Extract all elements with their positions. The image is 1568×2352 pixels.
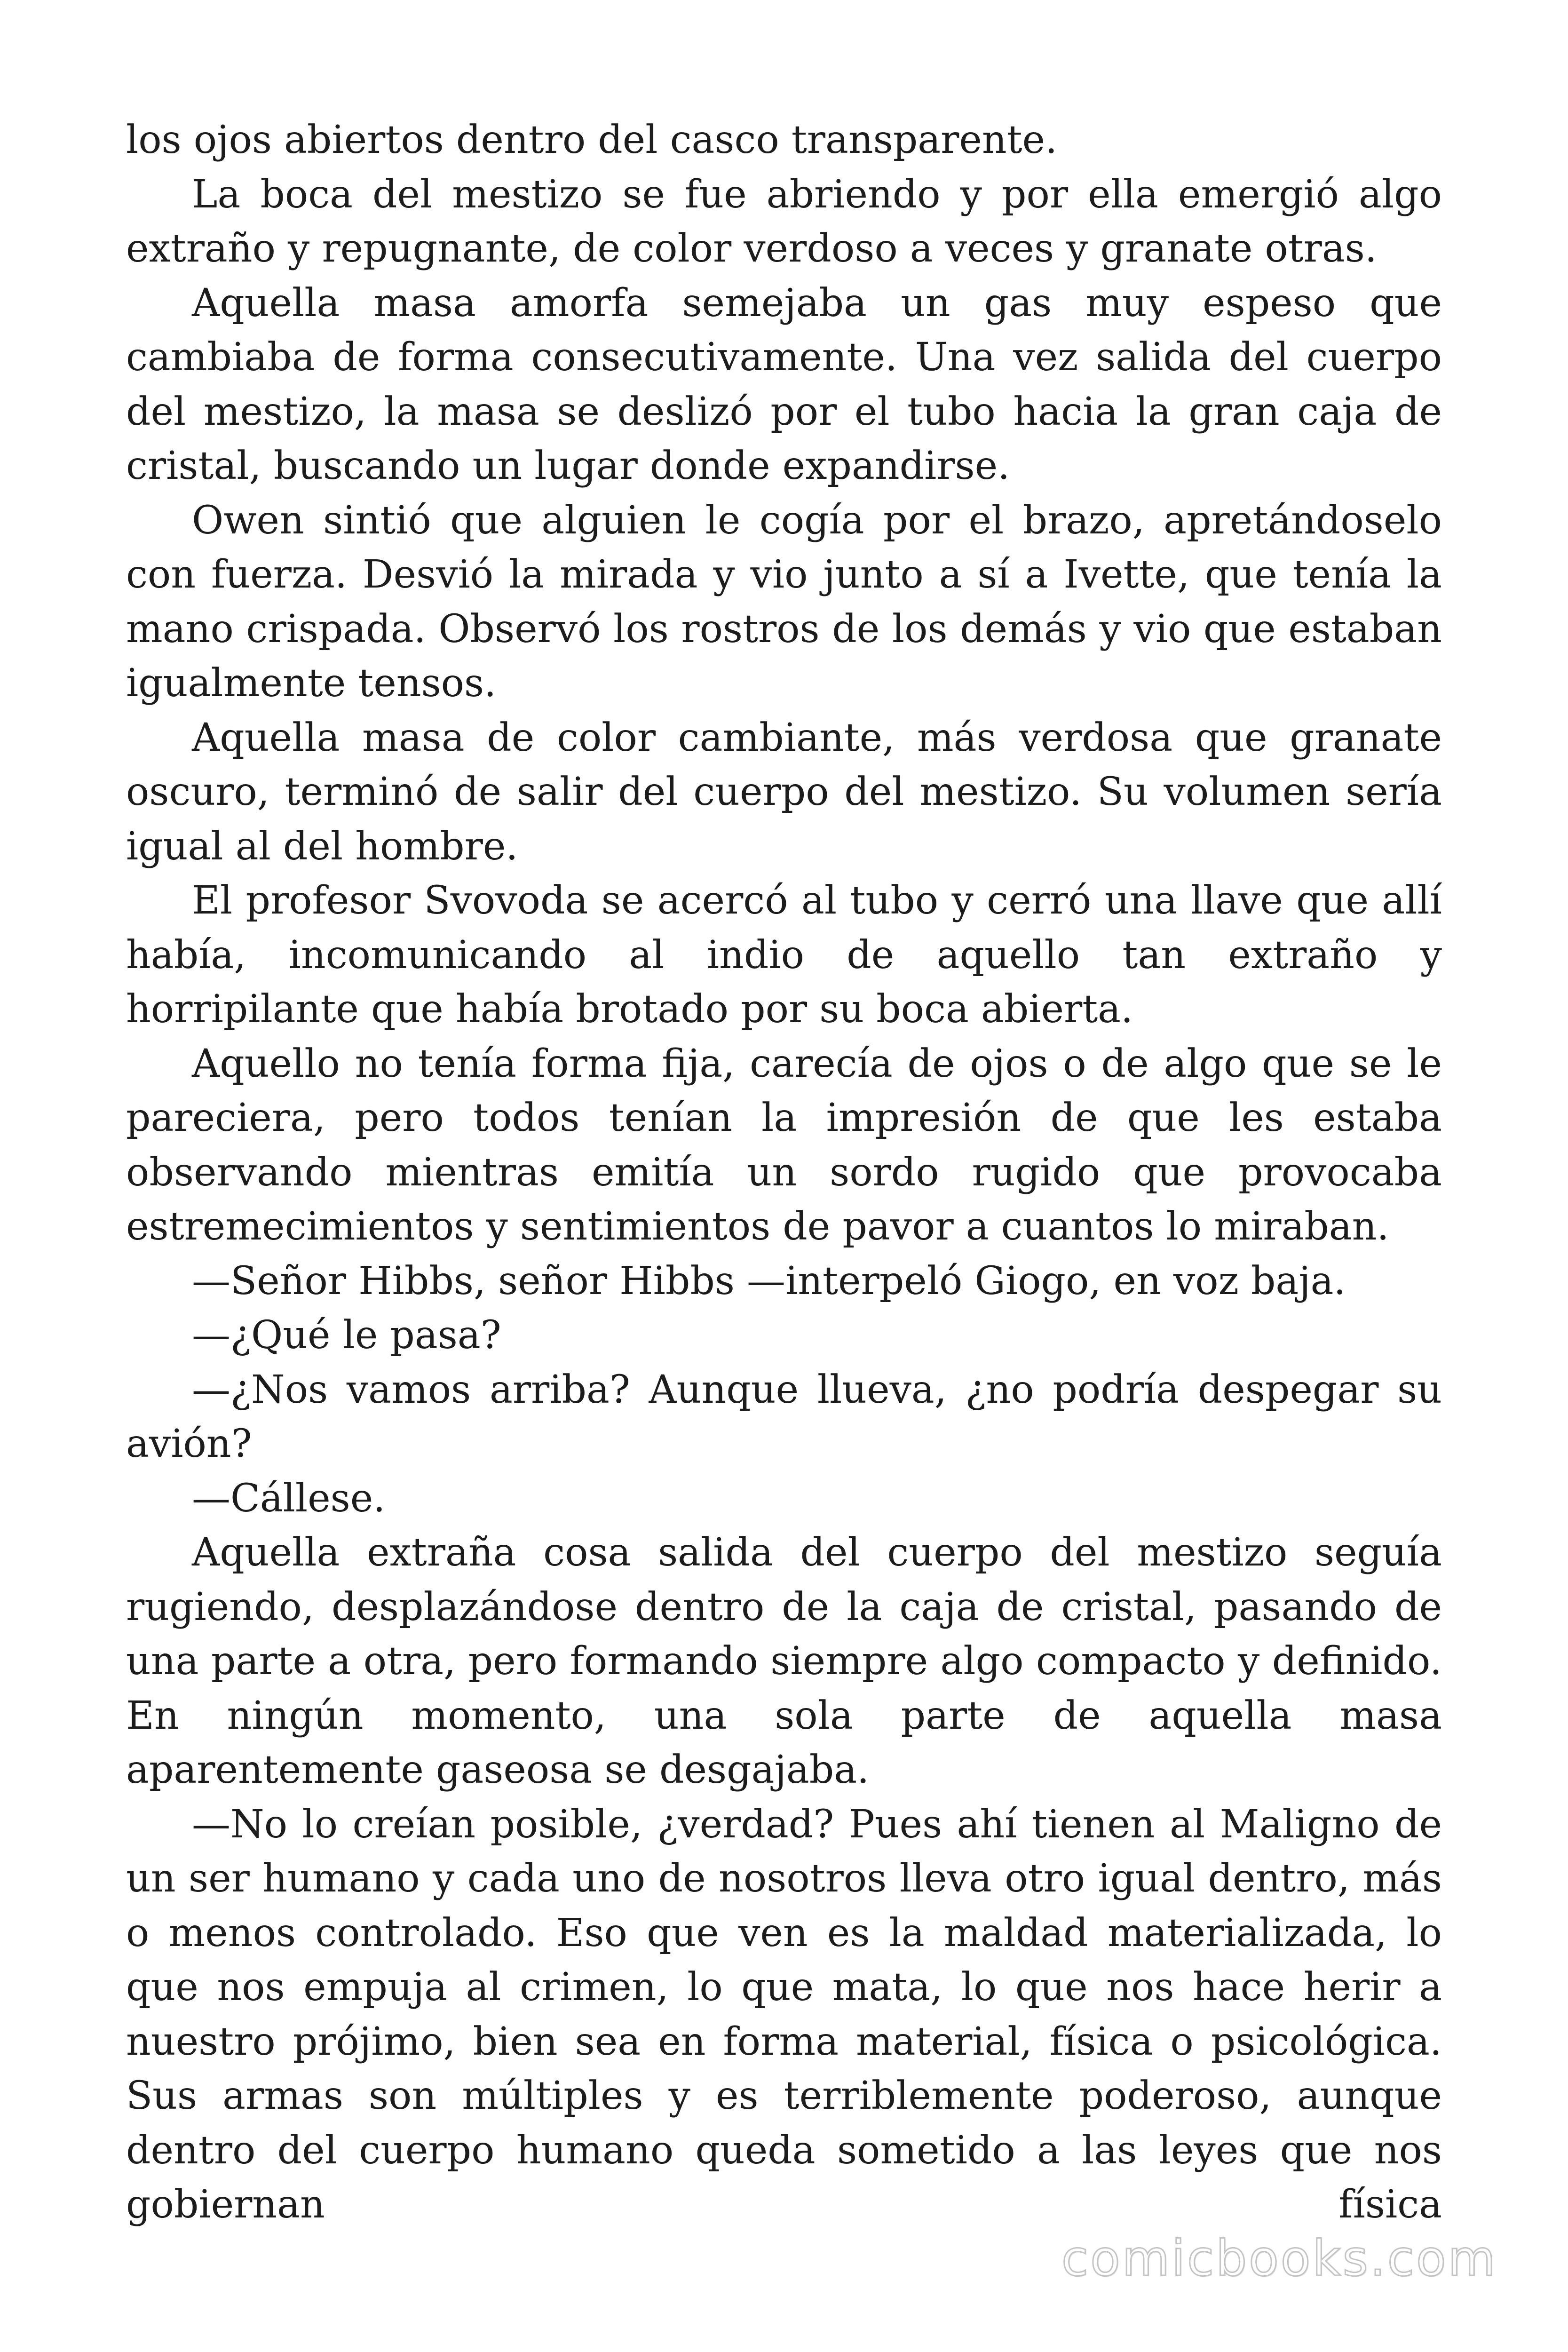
dialogue-line: —¿Qué le pasa?: [192, 1313, 501, 1358]
paragraph: Aquella masa amorfa semejaba un gas muy espeso que cambiaba de forma consecutivamente. Una vez salida del cuerpo del mestizo, la masa se deslizó por el tubo hacia la gran caja de cristal, buscando un lugar donde expandirse.: [126, 280, 1442, 488]
dialogue-line: —Cállese.: [192, 1476, 386, 1521]
paragraph: El profesor Svovoda se acercó al tubo y cerró una llave que allí había, incomunicando al indio de aquello tan extraño y horripilante que había brotado por su boca abierta.: [126, 878, 1442, 1032]
paragraph: La boca del mestizo se fue abriendo y por ella emergió algo extraño y repugnante, de color verdoso a veces y granate otras.: [126, 172, 1442, 271]
watermark: comicbooks.com: [1061, 2230, 1497, 2287]
page-body: [126, 113, 1442, 2232]
paragraph: Aquello no tenía forma fija, carecía de ojos o de algo que se le pareciera, pero todos tenían la impresión de que les estaba observando mientras emitía un sordo rugido que provocaba estremecimientos y sentimientos de pavor a cuantos lo miraban.: [126, 1041, 1442, 1249]
dialogue-line: —¿Nos vamos arriba? Aunque llueva, ¿no podría despegar su avión?: [126, 1367, 1442, 1466]
dialogue-line: —Señor Hibbs, señor Hibbs —interpeló Giogo, en voz baja.: [192, 1258, 1346, 1303]
paragraph-continuation: los ojos abiertos dentro del casco transparente.: [126, 118, 1058, 162]
paragraph: Owen sintió que alguien le cogía por el brazo, apretándoselo con fuerza. Desvió la mirada y vio junto a sí a Ivette, que tenía la mano crispada. Observó los rostros de los demás y vio que estaban igualmente tensos.: [126, 498, 1442, 706]
dialogue-line: —No lo creían posible, ¿verdad? Pues ahí tienen al Maligno de un ser humano y cada uno de nosotros lleva otro igual dentro, más o menos controlado. Eso que ven es la maldad materializada, lo que nos empuja al crimen, lo que mata, lo que nos hace herir a nuestro prójimo, bien sea en forma material, física o psicológica. Sus armas son múltiples y es terriblemente poderoso, aunque dentro del cuerpo humano queda sometido a las leyes que nos gobiernan física: [126, 1802, 1442, 2227]
paragraph: Aquella extraña cosa salida del cuerpo del mestizo seguía rugiendo, desplazándose dentro de la caja de cristal, pasando de una parte a otra, pero formando siempre algo compacto y definido. En ningún momento, una sola parte de aquella masa aparentemente gaseosa se desgajaba.: [126, 1530, 1442, 1792]
paragraph: Aquella masa de color cambiante, más verdosa que granate oscuro, terminó de salir del cuerpo del mestizo. Su volumen sería igual al del hombre.: [126, 715, 1442, 869]
